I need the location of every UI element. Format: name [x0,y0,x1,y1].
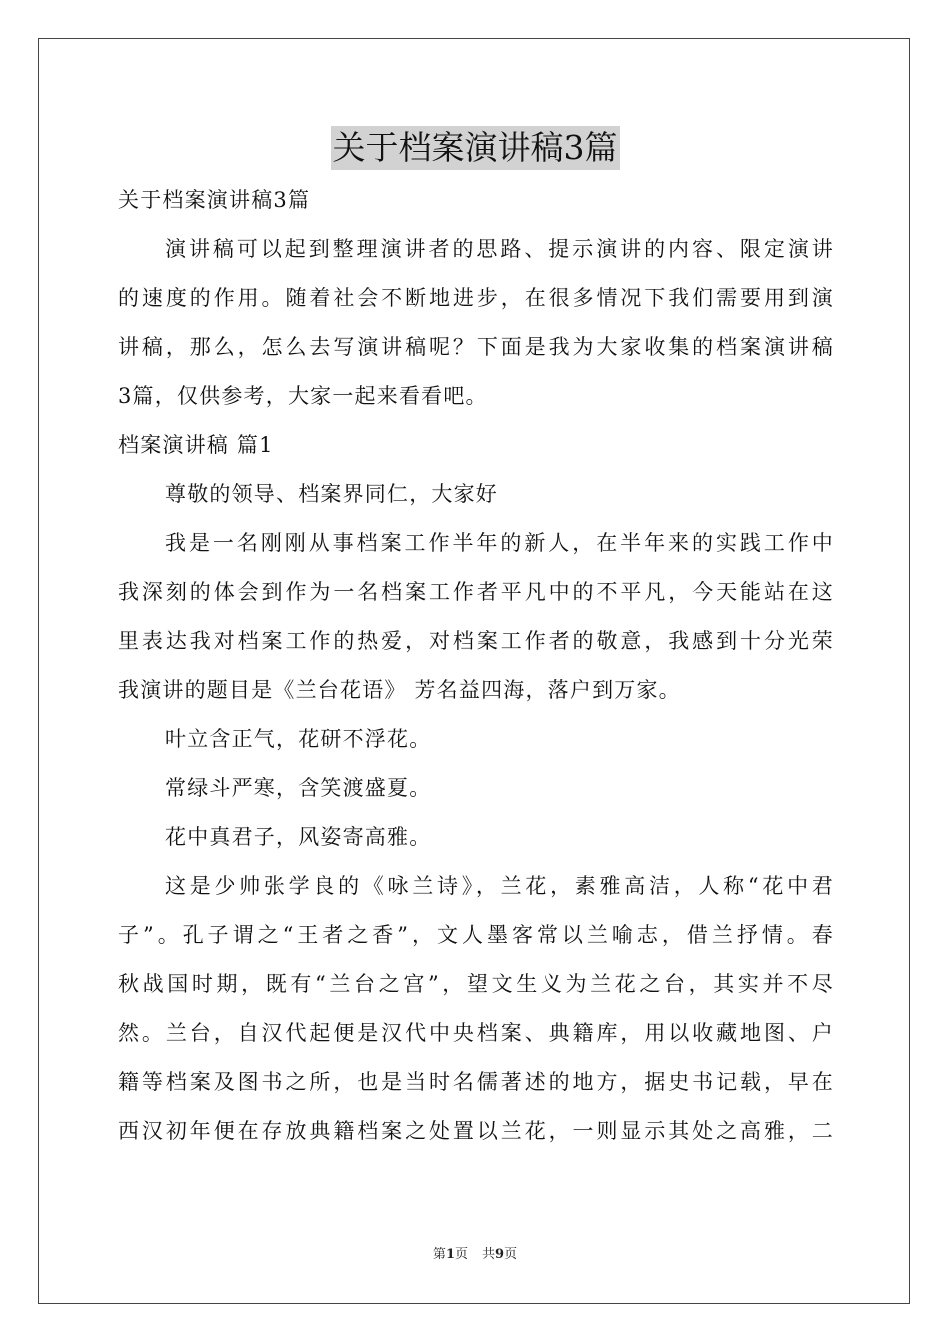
text-line: 档案演讲稿 篇1 [118,433,274,457]
text-line: 西汉初年便在存放典籍档案之处置以兰花，一则显示其处之高雅，二 [118,1119,834,1143]
text-line: 籍等档案及图书之所，也是当时名儒著述的地方，据史书记载，早在 [118,1070,834,1094]
text-line: 演讲稿可以起到整理演讲者的思路、提示演讲的内容、限定演讲 [165,237,834,261]
text-line: 花中真君子，风姿寄高雅。 [165,825,432,849]
text-line: 这是少帅张学良的《咏兰诗》，兰花，素雅高洁，人称“花中君 [165,874,834,898]
title-wrap [0,126,950,170]
text-line: 的速度的作用。随着社会不断地进步，在很多情况下我们需要用到演 [118,286,834,310]
footer-page-prefix: 第 [432,1247,446,1262]
footer-page-number: 1 [445,1247,455,1262]
text-line: 秋战国时期，既有“兰台之宫”，望文生义为兰花之台，其实并不尽 [118,972,834,996]
text-line: 我演讲的题目是《兰台花语》 芳名益四海，落户到万家。 [118,678,681,702]
text-line: 然。兰台，自汉代起便是汉代中央档案、典籍库，用以收藏地图、户 [118,1021,834,1045]
text-line: 子”。孔子谓之“王者之香”，文人墨客常以兰喻志，借兰抒情。春 [118,923,834,947]
text-line: 我是一名刚刚从事档案工作半年的新人，在半年来的实践工作中 [165,531,834,555]
footer-total-prefix: 共 [482,1247,496,1262]
text-line: 讲稿，那么，怎么去写演讲稿呢？下面是我为大家收集的档案演讲稿 [118,335,834,359]
document-body [118,176,834,1156]
document-title: 关于档案演讲稿3篇 [331,126,620,170]
footer-total-suffix: 页 [504,1247,518,1262]
page-footer [0,1246,950,1264]
text-line: 尊敬的领导、档案界同仁，大家好 [165,482,498,506]
text-line: 里表达我对档案工作的热爱，对档案工作者的敬意，我感到十分光荣 [118,629,834,653]
text-line: 3篇，仅供参考，大家一起来看看吧。 [118,384,488,408]
footer-page-suffix: 页 [454,1247,468,1262]
text-line: 常绿斗严寒，含笑渡盛夏。 [165,776,432,800]
text-line: 我深刻的体会到作为一名档案工作者平凡中的不平凡，今天能站在这 [118,580,834,604]
text-line: 关于档案演讲稿3篇 [118,188,311,212]
text-line: 叶立含正气，花研不浮花。 [165,727,432,751]
footer-total-pages: 9 [495,1247,505,1262]
